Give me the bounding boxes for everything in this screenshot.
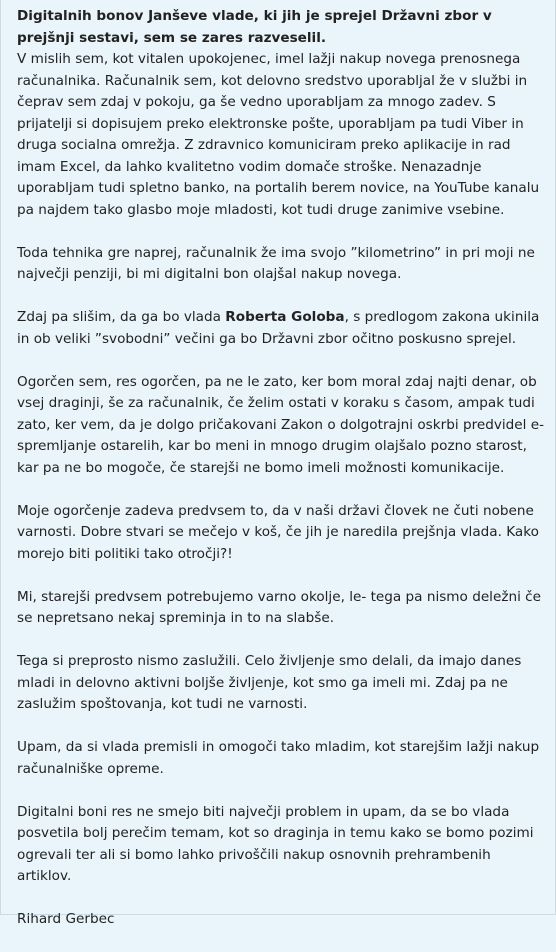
paragraph-3-end: , s predlogom zakona ukinila in ob veliki ”svobodni” večini ga bo Državni zbor očitno poskusno sprejel. — [17, 309, 540, 347]
paragraph-3-start: Zdaj pa slišim, da ga bo vlada — [17, 309, 226, 325]
lead-title: Digitalnih bonov Janševe vlade, ki jih je sprejel Državni zbor v prejšnji sestavi, sem se zares razveselil. — [17, 8, 492, 46]
paragraph-6: Mi, starejši predvsem potrebujemo varno okolje, le- tega pa nismo deležni če se nepretsano nekaj spreminja in to na slabše. — [17, 588, 542, 626]
paragraph-2: Toda tehnika gre naprej, računalnik že ima svojo ”kilometrino” in pri moji ne največji penziji, bi mi digitalni bon olajšal nakup novega. — [17, 244, 535, 282]
paragraph-1-text: V mislih sem, kot vitalen upokojenec, imel lažji nakup novega prenosnega računalnika. Računalnik sem, kot delovno sredstvo uporabljal že v službi in čeprav sem zdaj v pokoju, ga še vedno uporabljam za mnogo zadev. S prijatelji si dopisujem preko elektronske pošte, uporabljam pa tudi Viber in druga socialna omrežja. Z zdravnico komuniciram preko aplikacije in rad imam Excel, da lahko kvalitetno vodim domače stroške. Nenazadnje uporabljam tudi spletno banko, na portalih berem novice, na YouTube kanalu pa najdem tako glasbo moje mladosti, kot tudi druge zanimive vsebine. — [17, 51, 540, 218]
intro-paragraph — [17, 6, 547, 221]
author-signature: Rihard Gerbec — [17, 911, 115, 927]
letter-body — [17, 6, 547, 952]
paragraph-9: Digitalni boni res ne smejo biti največji problem in upam, da se bo vlada posvetila bolj perečim temam, kot so draginja in temu kako se bomo pozimi ogrevali ter ali si bomo lahko privoščili nakup osnovnih prehrambenih artiklov. — [17, 803, 534, 884]
paragraph-3 — [17, 307, 547, 350]
politician-name: Roberta Goloba — [225, 309, 345, 325]
paragraph-4: Ogorčen sem, res ogorčen, pa ne le zato, ker bom moral zdaj najti denar, ob vsej draginji, še za računalnik, če želim ostati v koraku s časom, ampak tudi zato, ker vem, da je dolgo pričakovani Zakon o dolgotrajni oskrbi predvidel e-spremljanje ostarelih, kar bo meni in mnogo drugim olajšalo pozno starost, kar pa ne bo mogoče, če starejši ne bomo imeli možnosti komunikacije. — [17, 373, 545, 476]
paragraph-7: Tega si preprosto nismo zaslužili. Celo življenje smo delali, da imajo danes mladi in delovno aktivni boljše življenje, kot smo ga imeli mi. Zdaj pa ne zaslužim spoštovanja, kot tudi ne varnosti. — [17, 653, 522, 712]
paragraph-5: Moje ogorčenje zadeva predvsem to, da v naši državi človek ne čuti nobene varnosti. Dobre stvari se mečejo v koš, če jih je naredila prejšnja vlada. Kako morejo biti politiki tako otročji?! — [17, 502, 539, 562]
paragraph-8: Upam, da si vlada premisli in omogoči tako mladim, kot starejšim lažji nakup računalniške opreme. — [17, 739, 540, 777]
